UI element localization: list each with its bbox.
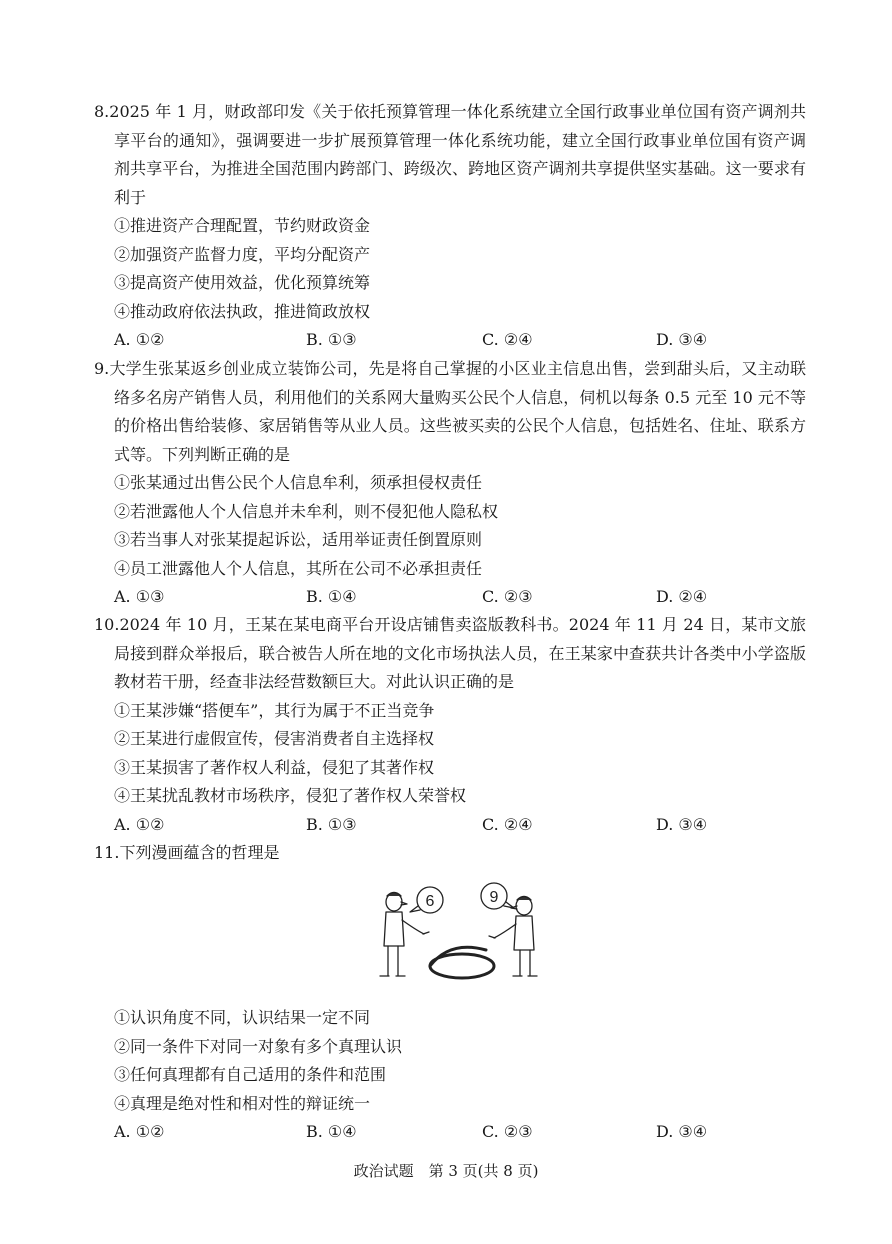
choice-a: A. ①② [114, 1122, 165, 1141]
choice-c: C. ②④ [482, 330, 533, 349]
question-stem: 8.2025 年 1 月，财政部印发《关于依托预算管理一体化系统建立全国行政事业单位国有资产调剂共享平台的通知》，强调要进一步扩展预算管理一体化系统功能，建立全国行政事业单位国有资产调剂共享平台，为推进全国范围内跨部门、跨级次、跨地区资产调剂共享提供坚实基础。这一要求有利于 [94, 102, 806, 207]
answer-choices [114, 1118, 806, 1147]
choice-d: D. ②④ [656, 587, 708, 606]
statement-1: ①认识角度不同，认识结果一定不同 [114, 1008, 371, 1027]
statement-1: ①王某涉嫌“搭便车”，其行为属于不正当竞争 [114, 700, 435, 720]
statement-3: ③王某损害了著作权人利益，侵犯了其著作权 [114, 757, 435, 777]
question-11 [94, 839, 806, 868]
statement-2: ②加强资产监督力度，平均分配资产 [114, 244, 371, 264]
statement-3: ③任何真理都有自己适用的条件和范围 [114, 1065, 387, 1084]
choice-b: B. ①④ [306, 1122, 357, 1141]
statement-2: ②同一条件下对同一对象有多个真理认识 [114, 1036, 403, 1056]
answer-choices [114, 326, 806, 355]
right-bubble-digit: 9 [489, 889, 499, 906]
question-stem: 10.2024 年 10 月，王某在某电商平台开设店铺售卖盗版教科书。2024 年 11 月 24 日，某市文旅局接到群众举报后，联合被告人所在地的文化市场执法人员，在王某家中查获共计各类中小学盗版教材若干册，经查非法经营数额巨大。对此认识正确的是 [94, 615, 806, 691]
choice-b: B. ①③ [306, 814, 357, 834]
statement-1: ①张某通过出售公民个人信息牟利，须承担侵权责任 [114, 473, 483, 492]
choice-a: A. ①③ [114, 587, 165, 606]
statement-2: ②王某进行虚假宣传，侵害消费者自主选择权 [114, 729, 435, 748]
statement-3: ③若当事人对张某提起诉讼，适用举证责任倒置原则 [114, 530, 483, 549]
answer-choices [114, 811, 806, 840]
choice-b: B. ①③ [306, 330, 357, 349]
choice-b: B. ①④ [306, 587, 357, 606]
choice-d: D. ③④ [656, 330, 708, 349]
choice-c: C. ②④ [482, 814, 533, 834]
floor-digit [430, 947, 494, 978]
choice-a: A. ①② [114, 330, 165, 349]
left-bubble-digit: 6 [425, 893, 435, 910]
choice-c: C. ②③ [482, 587, 533, 606]
question-stem: 9.大学生张某返乡创业成立装饰公司，先是将自己掌握的小区业主信息出售，尝到甜头后，又主动联络多名房产销售人员，利用他们的关系网大量购买公民个人信息，伺机以每条 0.5 元至 10 元不等的价格出售给装修、家居销售等从业人员。这些被买卖的公民个人信息，包括姓名、住址、联系方式等。下列判断正确的是 [94, 359, 806, 464]
cartoon-illustration [372, 880, 548, 984]
page-footer: 政治试题 第 3 页(共 8 页) [353, 1162, 539, 1180]
statement-4: ④推动政府依法执政，推进简政放权 [114, 301, 371, 321]
statement-4: ④真理是绝对性和相对性的辩证统一 [114, 1093, 371, 1113]
question-10 [94, 611, 806, 839]
statement-4: ④王某扰乱教材市场秩序，侵犯了著作权人荣誉权 [114, 786, 467, 805]
choice-d: D. ③④ [656, 1122, 708, 1141]
statement-3: ③提高资产使用效益，优化预算统筹 [114, 273, 371, 292]
question-11-options [94, 1004, 806, 1147]
answer-choices [114, 583, 806, 612]
question-stem: 11.下列漫画蕴含的哲理是 [94, 843, 280, 862]
question-9 [94, 355, 806, 612]
choice-a: A. ①② [114, 814, 165, 834]
statement-2: ②若泄露他人个人信息并未牟利，则不侵犯他人隐私权 [114, 501, 499, 521]
choice-d: D. ③④ [656, 814, 708, 834]
question-8 [94, 98, 806, 355]
statement-1: ①推进资产合理配置，节约财政资金 [114, 216, 371, 235]
statement-4: ④员工泄露他人个人信息，其所在公司不必承担责任 [114, 558, 483, 578]
choice-c: C. ②③ [482, 1122, 533, 1141]
